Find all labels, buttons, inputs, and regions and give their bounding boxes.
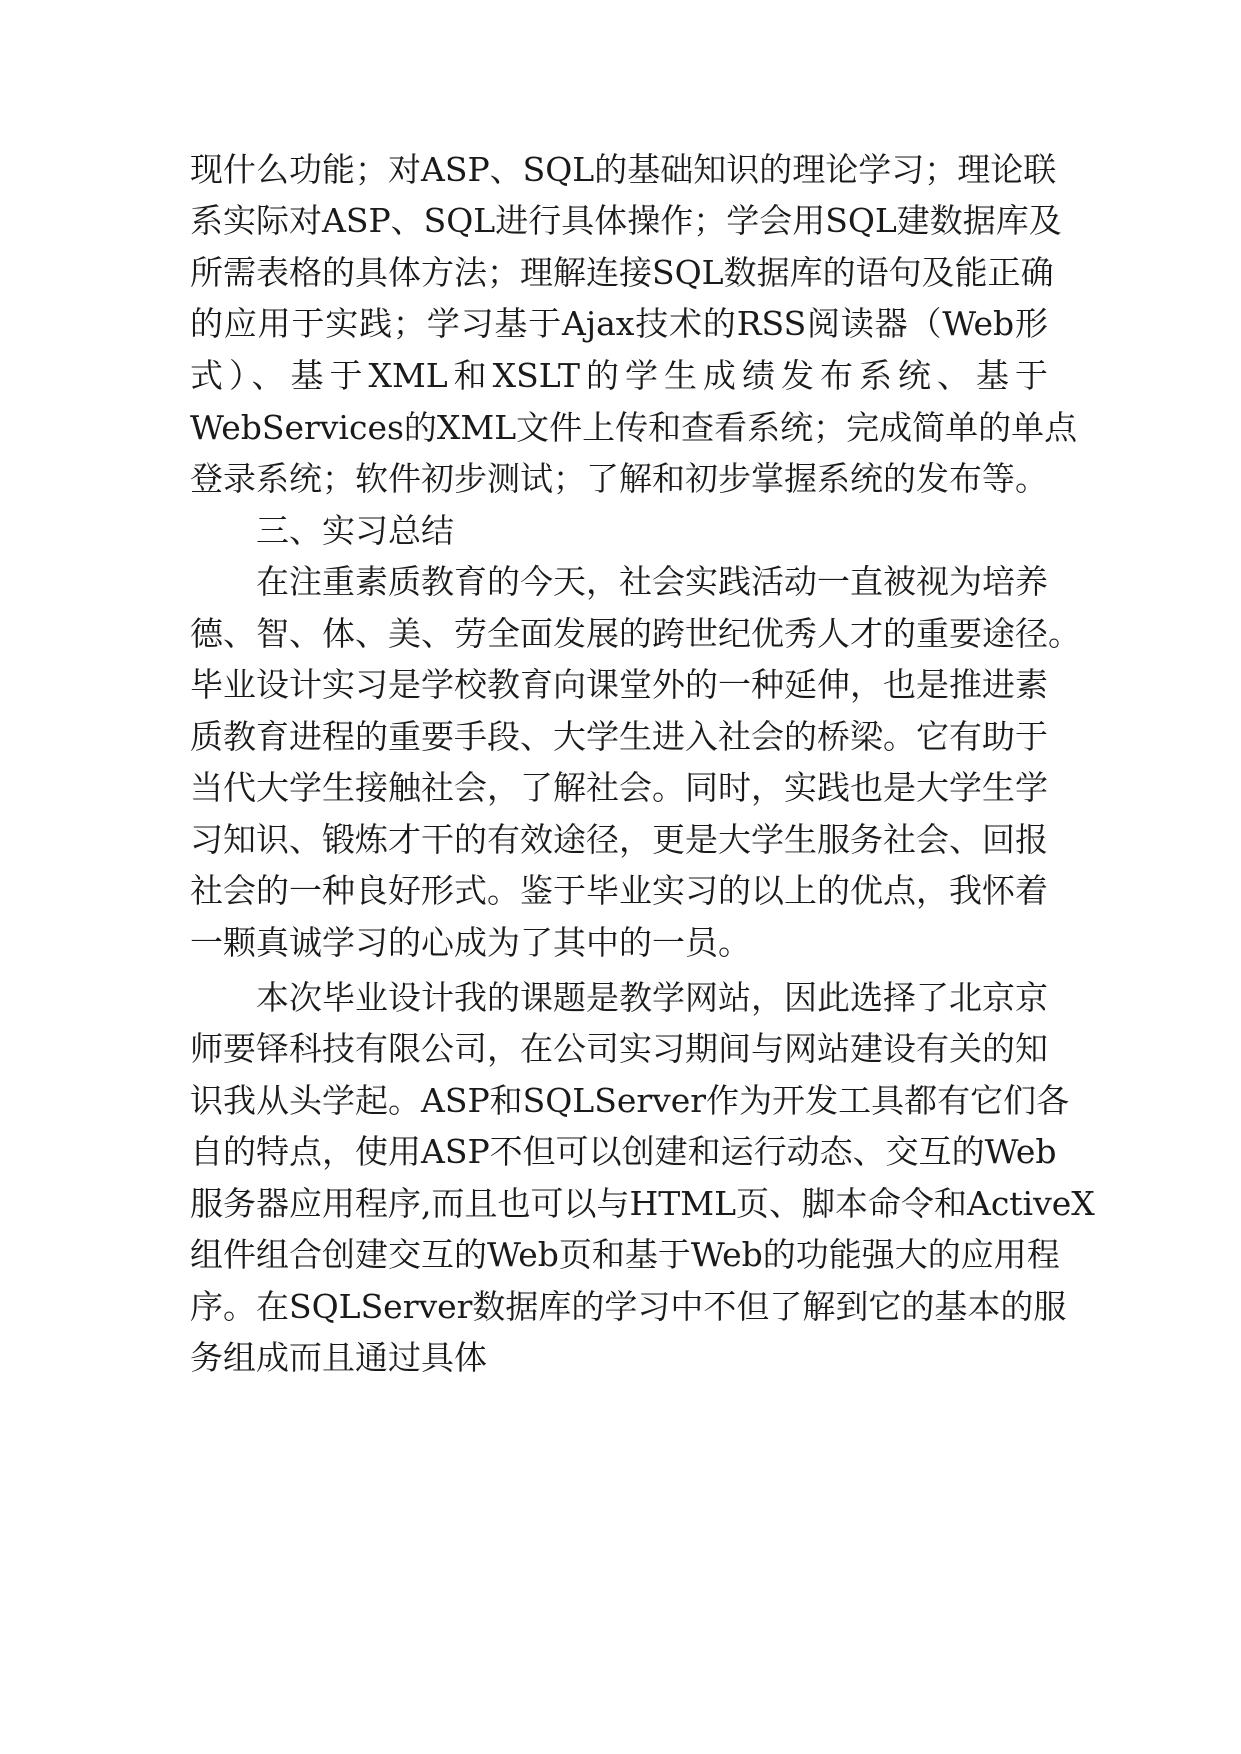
text-line: 毕业设计实习是学校教育向课堂外的一种延伸，也是推进素 — [190, 665, 1048, 704]
text-line: WebServices的XML文件上传和查看系统；完成简单的单点 — [190, 408, 1078, 447]
text-line: 所需表格的具体方法；理解连接SQL数据库的语句及能正确 — [190, 253, 1054, 292]
text-line: 在注重素质教育的今天，社会实践活动一直被视为培养 — [256, 562, 1048, 601]
text-line: 的应用于实践；学习基于Ajax技术的RSS阅读器（Web形 — [190, 304, 1048, 343]
text-line: 系实际对ASP、SQL进行具体操作；学会用SQL建数据库及 — [190, 201, 1062, 240]
section-heading: 三、实习总结 — [256, 511, 454, 550]
text-line: 师要铎科技有限公司，在公司实习期间与网站建设有关的知 — [190, 1029, 1048, 1068]
text-line: 习知识、锻炼才干的有效途径，更是大学生服务社会、回报 — [190, 820, 1048, 859]
text-line: 自的特点，使用ASP不但可以创建和运行动态、交互的Web — [190, 1132, 1057, 1171]
text-line: 式）、基于XML和XSLT的学生成绩发布系统、基于 — [190, 356, 1048, 395]
text-line: 一颗真诚学习的心成为了其中的一员。 — [190, 923, 751, 962]
text-line: 社会的一种良好形式。鉴于毕业实习的以上的优点，我怀着 — [190, 871, 1048, 910]
text-line: 服务器应用程序,而且也可以与HTML页、脚本命令和ActiveX — [190, 1184, 1095, 1223]
text-line: 当代大学生接触社会，了解社会。同时，实践也是大学生学 — [190, 768, 1048, 807]
text-line: 德、智、体、美、劳全面发展的跨世纪优秀人才的重要途径。 — [190, 614, 1081, 653]
text-line: 现什么功能；对ASP、SQL的基础知识的理论学习；理论联 — [190, 150, 1057, 189]
text-line: 务组成而且通过具体 — [190, 1338, 487, 1377]
text-line: 质教育进程的重要手段、大学生进入社会的桥梁。它有助于 — [190, 717, 1048, 756]
text-line: 登录系统；软件初步测试；了解和初步掌握系统的发布等。 — [190, 459, 1048, 498]
text-line: 本次毕业设计我的课题是教学网站，因此选择了北京京 — [256, 978, 1048, 1017]
text-line: 组件组合创建交互的Web页和基于Web的功能强大的应用程 — [190, 1235, 1060, 1274]
text-line: 识我从头学起。ASP和SQLServer作为开发工具都有它们各 — [190, 1081, 1070, 1120]
text-line: 序。在SQLServer数据库的学习中不但了解到它的基本的服 — [190, 1287, 1067, 1326]
